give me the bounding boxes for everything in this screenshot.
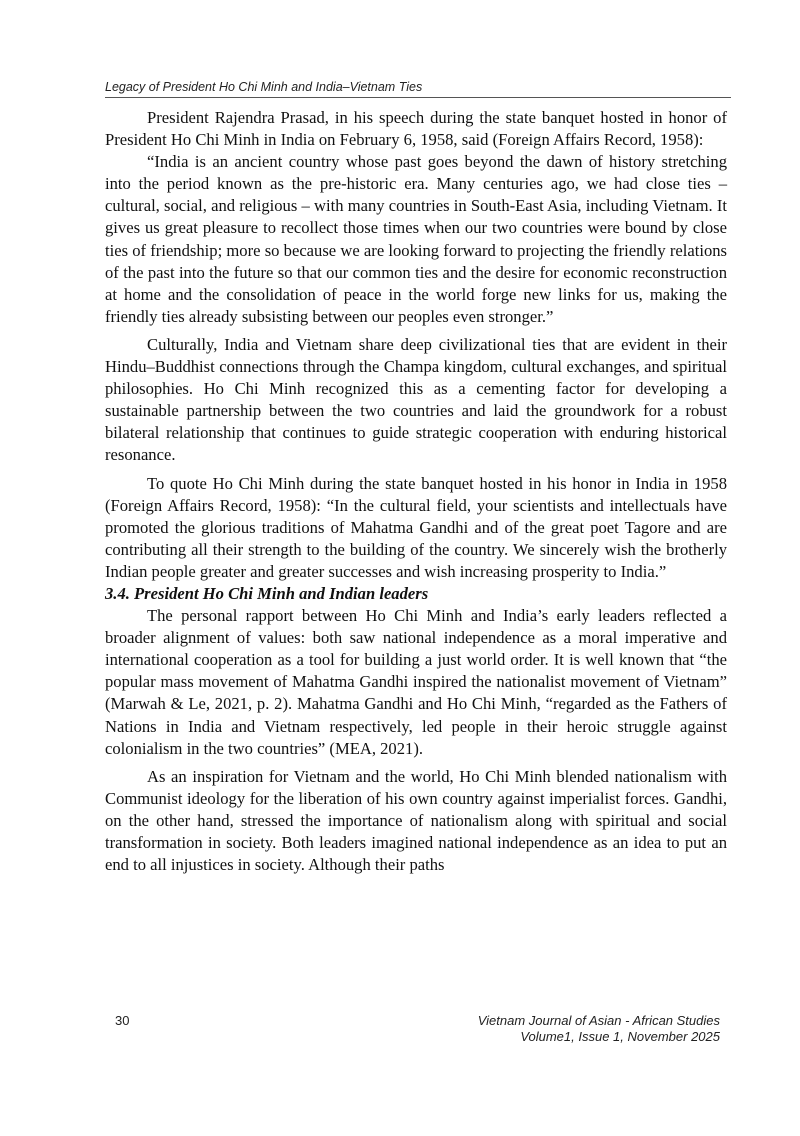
paragraph-hcm-quote: To quote Ho Chi Minh during the state banquet hosted in his honor in India in 1958 (Foreign Affairs Record, 1958): “In the cultural field, your scientists and intellectuals have promoted the glorious traditions of Mahatma Gandhi and of the great poet Tagore and are contributing all their strength to the building of the country. We sincerely wish the brotherly Indian people greater and greater successes and wish increasing prosperity to India.” bbox=[105, 473, 727, 581]
volume-issue: Volume1, Issue 1, November 2025 bbox=[520, 1029, 720, 1044]
journal-name: Vietnam Journal of Asian - African Studies bbox=[477, 1013, 720, 1028]
section-heading: 3.4. President Ho Chi Minh and Indian leaders bbox=[105, 583, 429, 603]
article-body bbox=[105, 107, 727, 876]
paragraph-cultural-ties: Culturally, India and Vietnam share deep civilizational ties that are evident in their Hindu–Buddhist connections through the Champa kingdom, cultural exchanges, and spiritual philosophies. Ho Chi Minh recognized this as a cementing factor for developing a sustainable partnership between the two countries and laid the groundwork for a robust bilateral relationship that continues to guide strategic cooperation with enduring historical resonance. bbox=[105, 334, 727, 465]
running-header: Legacy of President Ho Chi Minh and India–Vietnam Ties bbox=[105, 80, 731, 98]
paragraph-prasad-intro: President Rajendra Prasad, in his speech during the state banquet hosted in honor of President Ho Chi Minh in India on February 6, 1958, said (Foreign Affairs Record, 1958): bbox=[105, 108, 727, 150]
paragraph-inspiration: As an inspiration for Vietnam and the world, Ho Chi Minh blended nationalism with Communist ideology for the liberation of his own country against imperialist forces. Gandhi, on the other hand, stressed the importance of nationalism along with spiritual and social transformation in society. Both leaders imagined national independence as an idea to put an end to all injustices in society. Although their paths bbox=[105, 766, 727, 875]
journal-footer bbox=[478, 1013, 720, 1045]
paragraph-personal-rapport: The personal rapport between Ho Chi Minh and India’s early leaders reflected a broader alignment of values: both saw national independence as a moral imperative and international cooperation as a tool for building a just world order. It is well known that “the popular mass movement of Mahatma Gandhi inspired the nationalist movement of Vietnam” (Marwah & Le, 2021, p. 2). Mahatma Gandhi and Ho Chi Minh, “regarded as the Fathers of Nations in India and Vietnam respectively, led people in their heroic struggle against colonialism in the two countries” (MEA, 2021). bbox=[105, 606, 727, 758]
page-number: 30 bbox=[115, 1013, 130, 1028]
paragraph-prasad-quote: “India is an ancient country whose past goes beyond the dawn of history stretching into the period known as the pre-historic era. Many centuries ago, we had close ties – cultural, social, and religious – with many countries in South-East Asia, including Vietnam. It gives us great pleasure to recollect those times when our two countries were bound by close ties of friendship; more so because we are looking forward to projecting the friendly relations of the past into the future so that our common ties and the desire for economic reconstruction at home and the consolidation of peace in the world forge new links for us, making the friendly ties already subsisting between our peoples even stronger.” bbox=[105, 152, 727, 326]
